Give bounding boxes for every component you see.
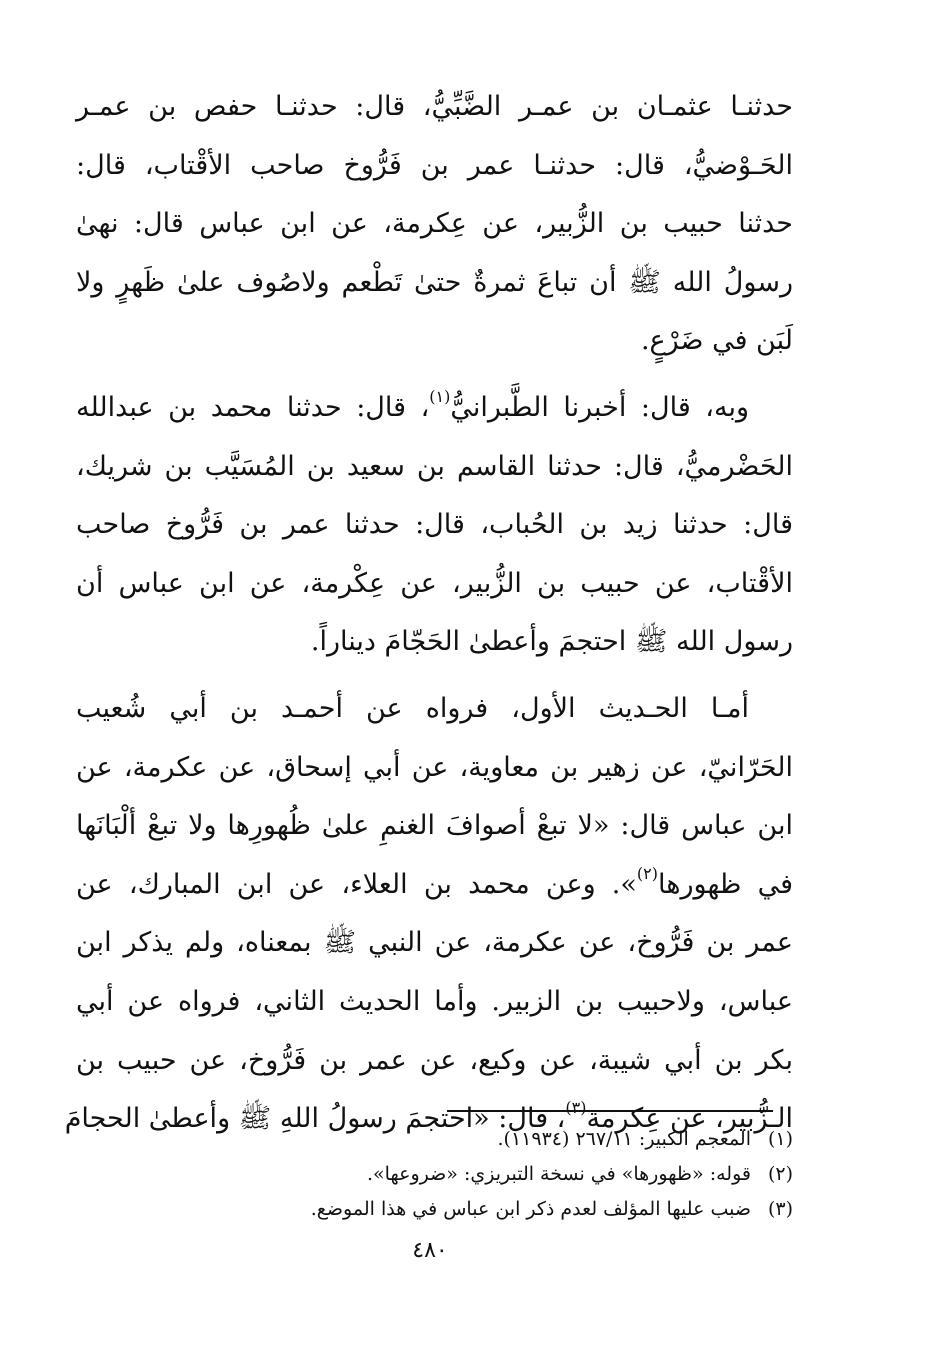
text-line: رسول الله ﷺ احتجمَ وأعطىٰ الحَجّامَ ديناراً. <box>310 626 793 658</box>
paragraph-3 <box>64 680 793 1149</box>
text-line <box>76 856 793 915</box>
footnote-mark: (٢) <box>636 863 659 883</box>
text-line: الحَرّانيّ، عن زهير بن معاوية، عن أبي إسحاق، عن عكرمة، عن <box>76 751 793 783</box>
text-segment: ، قال: «احتجمَ رسولُ اللهِ ﷺ وأعطىٰ الحجامَ <box>64 1103 566 1135</box>
text-line: حدثنا حبيب بن الزُّبير، عن عِكرمة، عن ابن عباس قال: نهىٰ <box>76 208 793 240</box>
footnote-mark: (١) <box>429 386 451 406</box>
text-line: عباس، ولاحبيب بن الزبير. وأما الحديث الثاني، فرواه عن أبي <box>76 985 793 1017</box>
text-line: رسولُ الله ﷺ أن تباعَ ثمرةٌ حتىٰ تَطْعم ولاصُوف علىٰ ظَهرٍ ولا <box>76 266 793 298</box>
footnote-2 <box>120 1157 793 1192</box>
footnote-number: (١) <box>767 1128 793 1150</box>
text-segment: في ظهورها <box>658 868 793 900</box>
text-line: الأقْتاب، عن حبيب بن الزُّبير، عن عِكْرمة، عن ابن عباس أن <box>76 567 793 599</box>
text-segment: أمـا الحـديث الأول، فرواه عن أحمـد بن أبي شُعيب <box>76 692 749 724</box>
text-line <box>76 379 793 438</box>
footnote-number: (٣) <box>767 1198 793 1220</box>
text-line: الحَـوْضيُّ، قال: حدثنـا عمر بن فَرُّوخ صاحب الأقْتاب، قال: <box>76 149 793 181</box>
text-segment: ». وعن محمد بن العلاء، عن ابن المبارك، عن <box>76 868 637 900</box>
footnote-text: قوله: «ظهورها» في نسخة التبريزي: «ضروعها». <box>366 1163 751 1185</box>
text-segment: الـزُّبير، عن عِكرمة <box>586 1103 793 1135</box>
footnote-1 <box>120 1122 793 1157</box>
paragraph-1 <box>76 78 793 371</box>
text-line: حدثنـا عثمـان بن عمـر الضَّبِّيُّ، قال: حدثنـا حفص بن عمـر <box>76 91 793 122</box>
text-line: الحَضْرميُّ، قال: حدثنا القاسم بن سعيد بن المُسَيَّب بن شريك، <box>76 450 793 482</box>
footnote-3 <box>120 1192 793 1227</box>
footnote-number: (٢) <box>767 1163 793 1185</box>
text-line: قال: حدثنا زيد بن الحُباب، قال: حدثنا عمر بن فَرُّوخ صاحب <box>76 509 793 541</box>
main-text <box>64 78 793 1149</box>
footnote-text: ضبب عليها المؤلف لعدم ذكر ابن عباس في هذا الموضع. <box>310 1198 751 1220</box>
text-segment: وبه، قال: أخبرنا الطَّبرانيُّ <box>450 391 749 423</box>
paragraph-2 <box>76 379 793 672</box>
page-number: ٤٨٠ <box>412 1238 448 1263</box>
footnotes <box>120 1122 793 1227</box>
text-line: عمر بن فَرُّوخ، عن عكرمة، عن النبي ﷺ بمعناه، ولم يذكر ابن <box>76 927 793 959</box>
text-line: ابن عباس قال: «لا تبعْ أصوافَ الغنمِ علىٰ ظُهورِها ولا تبعْ ألْبَانَها <box>76 810 793 842</box>
text-segment: ، قال: حدثنا محمد بن عبدالله <box>76 391 430 423</box>
footnote-divider <box>447 1110 773 1112</box>
text-line: بكر بن أبي شيبة، عن وكيع، عن عمر بن فَرُّوخ، عن حبيب بن <box>76 1044 793 1076</box>
footnote-mark: (٣) <box>565 1098 587 1118</box>
footnote-text: المعجم الكبير: ٢٦٧/١١ (١١٩٣٤). <box>497 1128 751 1150</box>
text-line <box>76 680 793 739</box>
text-line: لَبَن في ضَرْعٍ. <box>640 325 793 357</box>
